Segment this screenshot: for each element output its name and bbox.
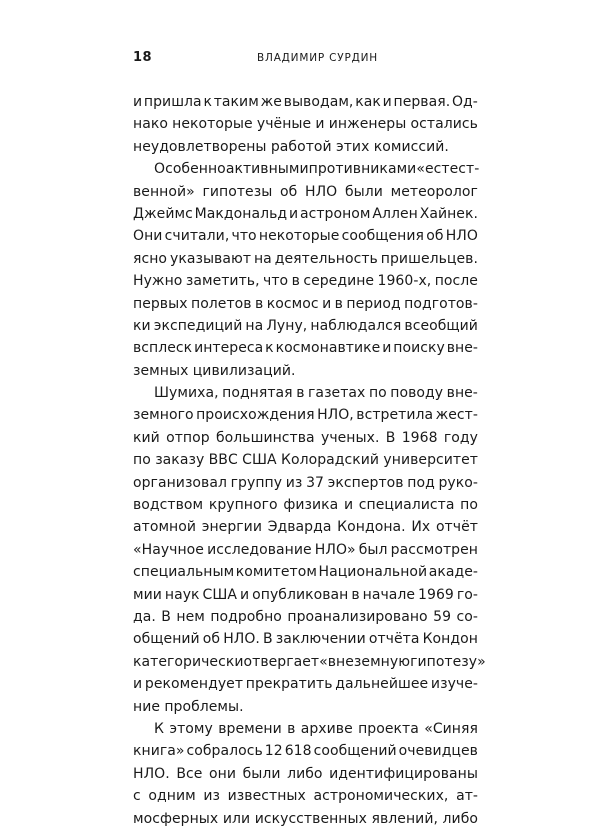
- word: и: [343, 497, 354, 514]
- word: ученых.: [320, 429, 380, 446]
- word: отпор: [166, 429, 210, 446]
- word: да.: [133, 608, 156, 625]
- text-line: [133, 606, 478, 628]
- word: указывают: [169, 250, 252, 267]
- word: Кондона.: [337, 519, 406, 536]
- text-line: [133, 740, 478, 762]
- word: В: [263, 631, 273, 648]
- word: организовал: [133, 474, 227, 491]
- word: сообщения: [341, 228, 424, 245]
- text-line: [133, 628, 478, 650]
- word: 37: [306, 474, 324, 491]
- word: активными: [225, 161, 309, 178]
- word: руко-: [438, 474, 478, 491]
- word: исследование: [207, 541, 312, 558]
- word: что: [231, 228, 257, 245]
- word: ВВС: [208, 452, 238, 469]
- word: Особенно: [154, 161, 226, 178]
- word: по: [133, 452, 151, 469]
- word: отчёта: [368, 631, 420, 648]
- word: подготов-: [404, 295, 478, 312]
- word: всплеск: [133, 340, 193, 357]
- word: и: [322, 295, 332, 312]
- word: Аллен: [372, 205, 418, 222]
- text-line: [133, 315, 478, 337]
- word: земных: [133, 362, 189, 379]
- word: «Синяя: [424, 720, 478, 737]
- word: сообщений: [313, 743, 397, 760]
- word: гипотезы: [202, 183, 273, 200]
- word: Луну,: [266, 317, 308, 334]
- body-text: [133, 91, 486, 830]
- word: под: [407, 474, 435, 491]
- word: очевидцев: [398, 743, 478, 760]
- text-line: [133, 248, 478, 270]
- word: времени: [218, 720, 282, 737]
- word: же: [260, 94, 282, 110]
- word: Макдональд: [194, 205, 288, 222]
- word: общений: [133, 631, 200, 648]
- text-line: [133, 763, 478, 785]
- word: и: [240, 586, 250, 603]
- word: НЛО.: [133, 765, 170, 782]
- word: рассмотрен: [390, 541, 478, 558]
- word: поводу: [390, 385, 444, 402]
- word: середине: [303, 273, 375, 290]
- word: некоторые: [172, 116, 253, 133]
- word: комитетом: [235, 564, 317, 581]
- word: «внеземную: [319, 653, 411, 670]
- word: вне-: [446, 340, 478, 357]
- word: с: [133, 788, 141, 805]
- word: В: [385, 429, 396, 446]
- text-line: [133, 785, 478, 807]
- word: Колорадский: [280, 452, 380, 469]
- word: как: [355, 94, 381, 110]
- word: этих: [335, 138, 370, 155]
- word: жест-: [435, 407, 478, 424]
- word: 12: [264, 743, 283, 760]
- text-line: [133, 270, 478, 292]
- word: опубликован: [252, 586, 349, 603]
- word: всеобщий: [404, 317, 478, 334]
- word: К: [154, 720, 164, 737]
- word: об: [426, 228, 444, 245]
- word: со-: [456, 608, 478, 625]
- word: ние: [133, 698, 161, 715]
- running-head-author: ВЛАДИМИР СУРДИН: [257, 52, 378, 64]
- word: ясно: [133, 250, 168, 267]
- text-line: [133, 337, 478, 359]
- text-line: [133, 494, 478, 516]
- word: пришельцев.: [380, 250, 478, 267]
- text-line: [133, 382, 478, 404]
- word: энергии: [201, 519, 262, 536]
- word: Од-: [451, 94, 478, 110]
- text-line: [133, 718, 478, 740]
- text-line: [133, 673, 478, 695]
- word: 618: [284, 743, 312, 760]
- word: из: [285, 474, 303, 491]
- word: Нужно: [133, 273, 183, 290]
- word: считали,: [164, 228, 230, 245]
- text-line: [133, 113, 478, 135]
- word: начале: [362, 586, 416, 603]
- text-line: [133, 808, 478, 830]
- word: и: [133, 94, 143, 110]
- word: крупного: [208, 497, 278, 514]
- word: В: [161, 608, 171, 625]
- word: заказу: [155, 452, 205, 469]
- word: Эдварда: [267, 519, 332, 536]
- word: Шумиха,: [154, 385, 219, 402]
- word: венной»: [133, 183, 195, 200]
- text-line: [133, 136, 478, 158]
- word: поднятая: [222, 385, 293, 402]
- word: к: [265, 340, 274, 357]
- word: на: [253, 250, 272, 267]
- word: что: [263, 273, 289, 290]
- word: из: [203, 788, 220, 805]
- word: по: [460, 497, 478, 514]
- word: они: [209, 765, 236, 782]
- word: отчёт: [435, 519, 478, 536]
- word: Национальной: [318, 564, 428, 581]
- word: и: [382, 94, 392, 110]
- word: 1960-х,: [377, 273, 432, 290]
- word: неудовлетворены: [133, 138, 267, 155]
- word: Все: [176, 765, 203, 782]
- text-line: [133, 293, 478, 315]
- word: об: [280, 183, 298, 200]
- word: заметить,: [185, 273, 260, 290]
- word: метеоролог: [390, 183, 478, 200]
- word: США: [242, 452, 277, 469]
- word: кий: [133, 429, 160, 446]
- text-line: [133, 539, 478, 561]
- word: были: [344, 183, 383, 200]
- word: «Научное: [133, 541, 204, 558]
- running-head: [133, 50, 478, 70]
- word: году: [443, 429, 478, 446]
- word: первых: [133, 295, 188, 312]
- word: выводам,: [283, 94, 354, 110]
- word: космонавтике: [275, 340, 381, 357]
- word: и: [133, 676, 143, 693]
- word: интереса: [194, 340, 264, 357]
- word: либо: [442, 810, 478, 827]
- word: водством: [133, 497, 204, 514]
- page-number: 18: [133, 50, 153, 65]
- word: экспертов: [327, 474, 404, 491]
- word: полетов: [190, 295, 252, 312]
- text-line: [133, 91, 478, 113]
- word: Их: [411, 519, 431, 536]
- word: в: [351, 586, 360, 603]
- word: собралось: [186, 743, 263, 760]
- text-line: [133, 561, 478, 583]
- word: «естест-: [416, 161, 480, 178]
- word: об: [202, 631, 221, 648]
- word: заключении: [275, 631, 366, 648]
- text-line: [133, 404, 478, 426]
- word: комиссий.: [373, 138, 449, 155]
- word: нем: [176, 608, 205, 625]
- word: первая.: [393, 94, 451, 110]
- word: НЛО: [305, 183, 338, 200]
- word: был: [358, 541, 388, 558]
- word: НЛО,: [317, 407, 354, 424]
- word: прекратить: [245, 676, 333, 693]
- word: в: [255, 295, 264, 312]
- word: атомной: [133, 519, 197, 536]
- text-line: [133, 360, 478, 382]
- word: идентифицированы: [329, 765, 478, 782]
- word: работой: [270, 138, 332, 155]
- word: группу: [230, 474, 283, 491]
- word: проанализировано: [287, 608, 428, 625]
- word: Джеймс: [133, 205, 193, 222]
- word: пришла: [143, 94, 202, 110]
- word: в: [334, 295, 343, 312]
- word: рекомендует: [144, 676, 244, 693]
- word: категорически: [133, 653, 244, 670]
- word: вне-: [446, 385, 478, 402]
- word: искусственных: [254, 810, 367, 827]
- word: университет: [383, 452, 478, 469]
- word: к: [203, 94, 212, 110]
- word: гипотезу»: [410, 653, 486, 670]
- word: акаде-: [428, 564, 478, 581]
- word: НЛО»: [314, 541, 356, 558]
- word: остались: [410, 116, 478, 133]
- word: противниками: [308, 161, 417, 178]
- word: этому: [169, 720, 213, 737]
- word: учёные: [256, 116, 312, 133]
- text-line: [133, 449, 478, 471]
- word: либо: [287, 765, 323, 782]
- text-line: [133, 427, 478, 449]
- word: период: [346, 295, 401, 312]
- word: мии: [133, 586, 162, 603]
- text-line: [133, 181, 478, 203]
- text-line: [133, 651, 486, 673]
- word: известных: [227, 788, 306, 805]
- word: специалиста: [358, 497, 455, 514]
- word: физика: [283, 497, 339, 514]
- word: после: [434, 273, 478, 290]
- word: большинства: [215, 429, 315, 446]
- word: астрономических,: [313, 788, 449, 805]
- word: одним: [148, 788, 196, 805]
- word: архиве: [300, 720, 353, 737]
- text-line: [133, 516, 478, 538]
- word: встретила: [356, 407, 434, 424]
- word: в: [291, 273, 300, 290]
- word: наблюдался: [310, 317, 402, 334]
- word: Они: [133, 228, 163, 245]
- word: земного: [133, 407, 194, 424]
- text-line: [133, 584, 478, 606]
- word: нако: [133, 116, 168, 133]
- word: наук: [164, 586, 200, 603]
- word: инженеры: [328, 116, 407, 133]
- word: го-: [456, 586, 478, 603]
- word: 59: [433, 608, 452, 625]
- word: США: [202, 586, 238, 603]
- word: происхождения: [196, 407, 315, 424]
- word: цивилизаций.: [192, 362, 296, 379]
- word: НЛО: [445, 228, 478, 245]
- word: проблемы.: [164, 698, 244, 715]
- word: специальным: [133, 564, 235, 581]
- word: НЛО.: [223, 631, 260, 648]
- word: деятельность: [274, 250, 378, 267]
- word: экспедиций: [153, 317, 243, 334]
- word: поиску: [393, 340, 445, 357]
- word: проекта: [358, 720, 419, 737]
- word: Хайнек.: [419, 205, 478, 222]
- word: мосферных: [133, 810, 219, 827]
- word: Кондон: [422, 631, 478, 648]
- word: на: [245, 317, 264, 334]
- word: некоторые: [258, 228, 340, 245]
- word: таким: [213, 94, 259, 110]
- word: ки: [133, 317, 151, 334]
- book-page: [133, 0, 486, 827]
- word: астроном: [299, 205, 371, 222]
- word: явлений,: [371, 810, 438, 827]
- word: ат-: [456, 788, 478, 805]
- word: газетах: [308, 385, 366, 402]
- text-line: [133, 696, 478, 718]
- text-line: [133, 203, 478, 225]
- word: были: [242, 765, 281, 782]
- word: по: [368, 385, 387, 402]
- word: изуче-: [430, 676, 478, 693]
- word: подробно: [210, 608, 282, 625]
- word: и: [382, 340, 392, 357]
- text-line: [133, 225, 478, 247]
- word: книга»: [133, 743, 185, 760]
- text-line: [133, 158, 478, 180]
- word: отвергает: [243, 653, 320, 670]
- word: в: [287, 720, 296, 737]
- word: и: [315, 116, 325, 133]
- word: дальнейшее: [335, 676, 429, 693]
- word: в: [296, 385, 305, 402]
- word: и: [288, 205, 299, 222]
- text-line: [133, 472, 478, 494]
- word: космос: [266, 295, 319, 312]
- word: 1968: [401, 429, 438, 446]
- word: 1969: [418, 586, 454, 603]
- word: или: [222, 810, 251, 827]
